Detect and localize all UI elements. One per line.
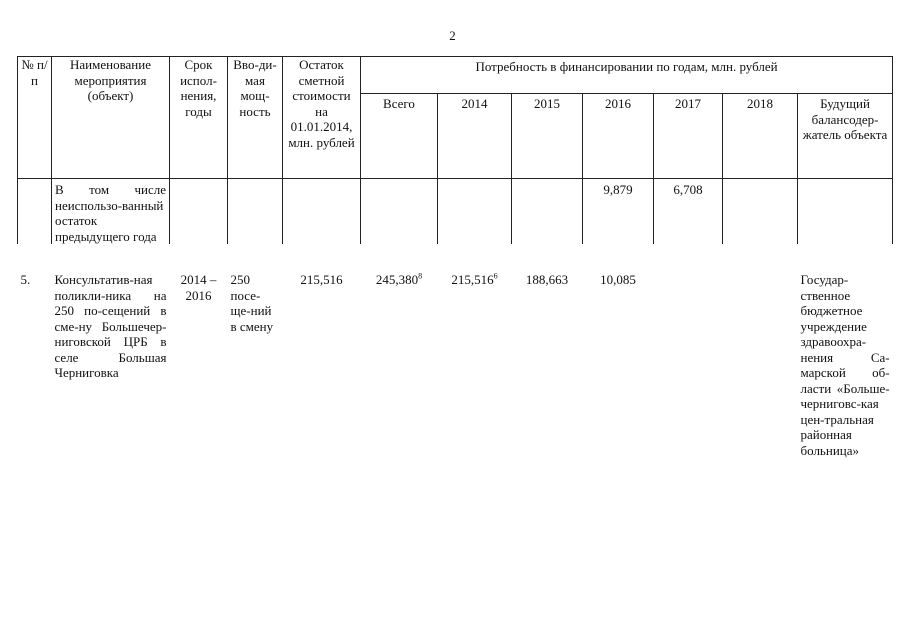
header-2014: 2014 (438, 94, 512, 179)
cell-holder (798, 179, 893, 245)
header-2015: 2015 (512, 94, 583, 179)
header-financing-group: Потребность в финансировании по годам, млн. рублей (361, 57, 893, 94)
table-row (18, 244, 893, 458)
header-2016: 2016 (583, 94, 654, 179)
page-number: 2 (449, 28, 456, 43)
header-capacity: Вво-ди-мая мощ-ность (228, 57, 283, 179)
header-num: № п/п (18, 57, 52, 179)
cell-2016: 9,879 (583, 179, 654, 245)
cell-2017 (654, 244, 723, 458)
table-row (18, 179, 893, 245)
cell-num (18, 179, 52, 245)
header-total: Всего (361, 94, 438, 179)
cell-2017: 6,708 (654, 179, 723, 245)
header-remainder: Остаток сметной стоимости на 01.01.2014, млн. рублей (283, 57, 361, 179)
cell-name: Консультатив-ная поликли-ника на 250 по-сещений в сме-ну Большечер-ниговской ЦРБ в селе Большая Черниговка (54, 272, 167, 380)
cell-2018 (723, 179, 798, 245)
cell-remainder (283, 179, 361, 245)
header-2018: 2018 (723, 94, 798, 179)
header-name: Наименование мероприятия (объект) (52, 57, 170, 179)
cell-2015 (512, 179, 583, 245)
cell-2015: 188,663 (525, 272, 569, 287)
header-holder: Будущий балансодер-жатель объекта (798, 94, 893, 179)
cell-capacity: 250 посе-ще-ний в смену (230, 272, 274, 334)
cell-remainder: 215,516 (300, 272, 343, 287)
financing-table (17, 56, 893, 458)
cell-2014 (438, 179, 512, 245)
header-term: Срок испол-нения, годы (170, 57, 228, 179)
cell-total (361, 179, 438, 245)
header-2017: 2017 (654, 94, 723, 179)
cell-total: 245,380$^8$ (375, 271, 423, 287)
cell-term (170, 179, 228, 245)
cell-capacity (228, 179, 283, 245)
cell-name: В том числе неиспользо-ванный остаток предыдущего года (52, 179, 170, 245)
cell-2018 (723, 244, 798, 458)
cell-2014: 215,516$^6$ (451, 271, 498, 287)
cell-holder: Государ-ственное бюджетное учреждение здравоохра-нения Са-марской об-ласти «Больше-черниговс-кая цен-тральная районная больница» (800, 272, 890, 458)
cell-term: 2014 – 2016 (180, 272, 217, 303)
cell-2016: 10,085 (600, 272, 636, 287)
cell-num: 5. (20, 272, 31, 287)
